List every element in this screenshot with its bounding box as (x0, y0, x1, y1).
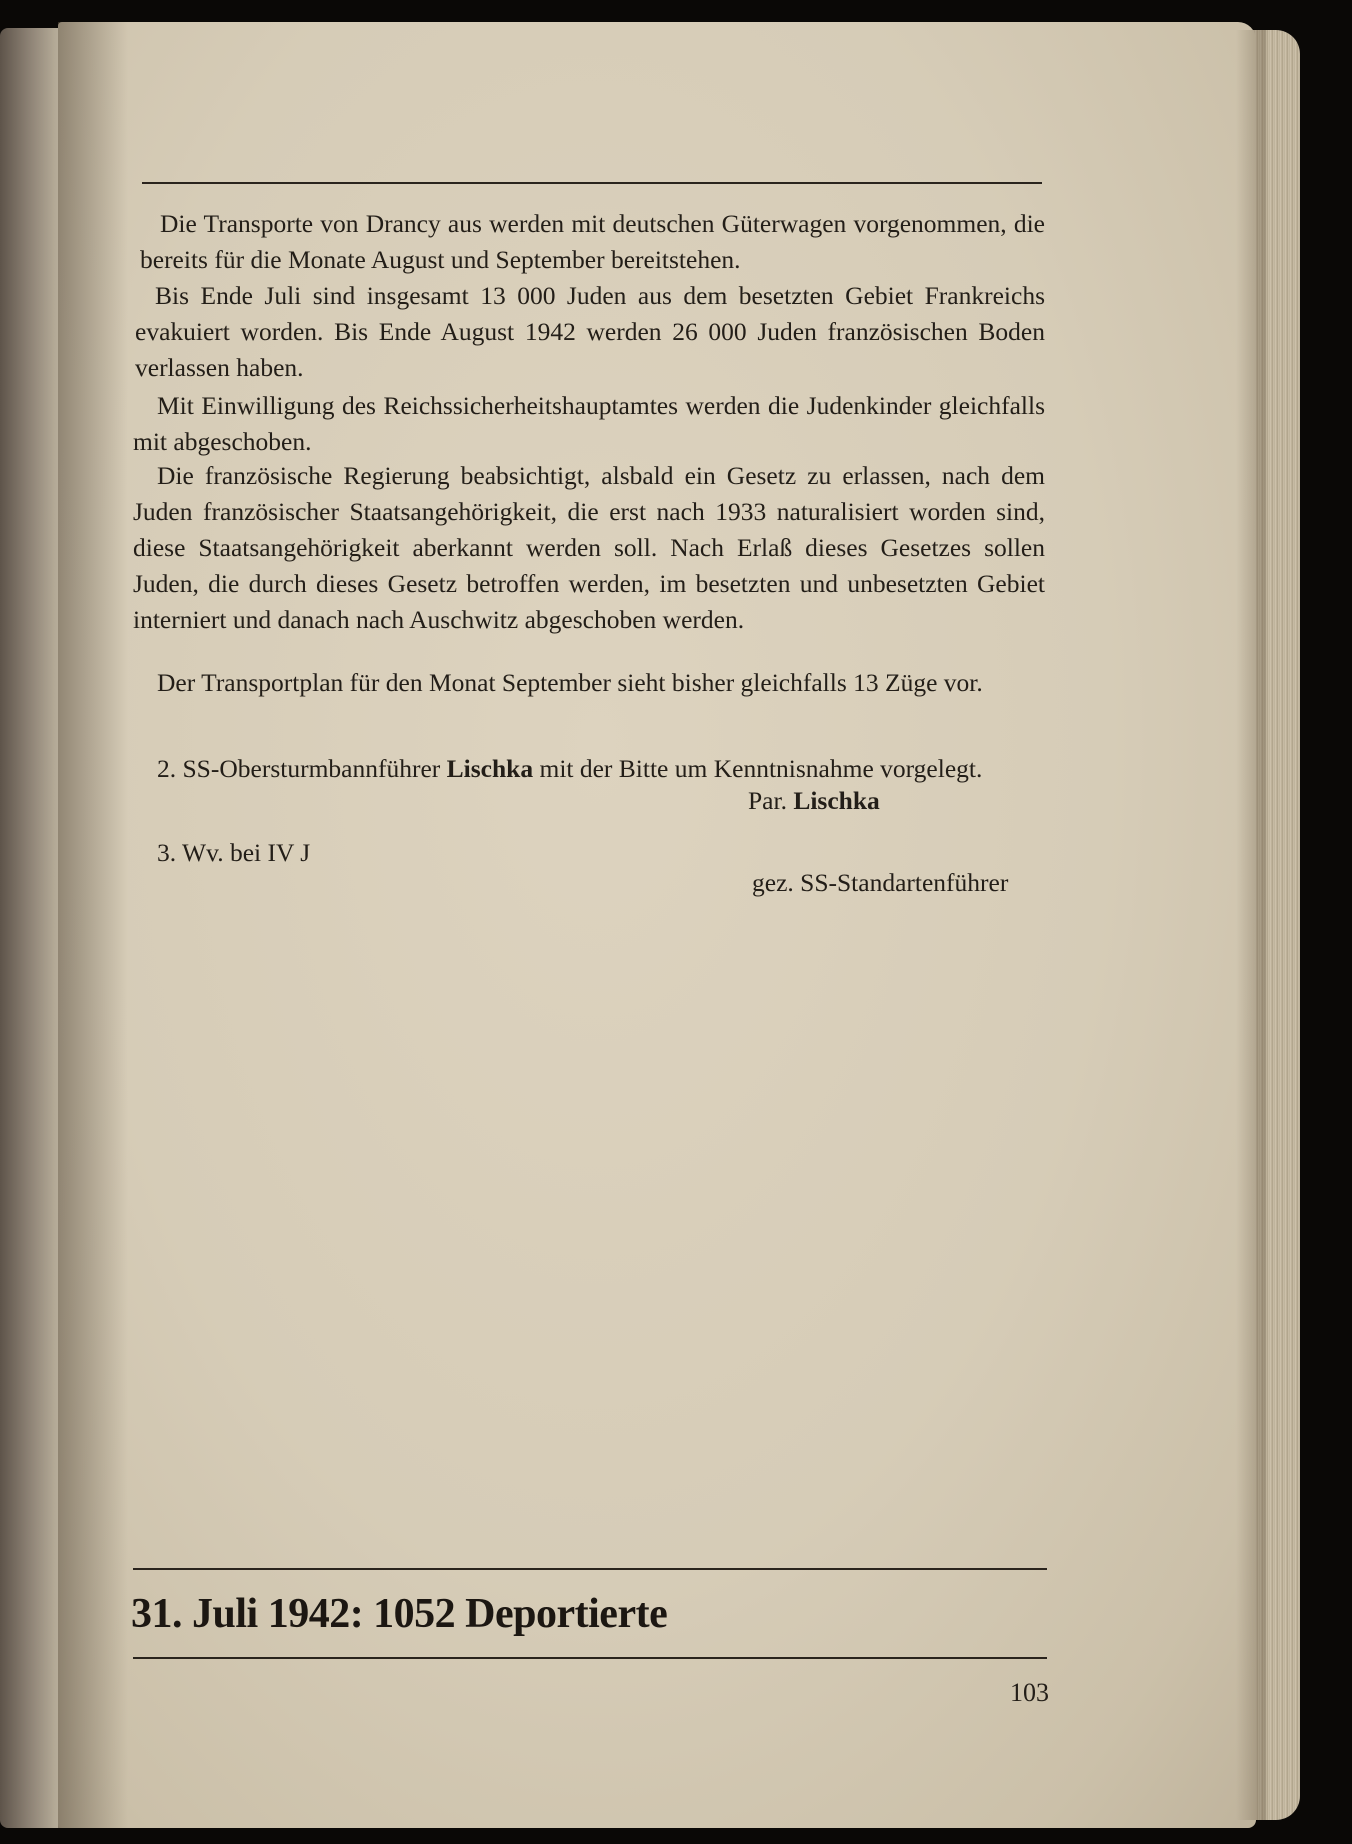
heading-rule-bottom (133, 1657, 1047, 1659)
heading-rule-top (133, 1568, 1047, 1570)
signature-lischka (748, 786, 880, 816)
signature-standartenfuehrer: gez. SS-Standartenführer (752, 868, 1009, 897)
item-3: 3. Wv. bei IV J (157, 838, 311, 867)
item-2-before: 2. SS-Obersturmbannführer (157, 754, 447, 783)
page-number: 103 (1010, 1678, 1049, 1707)
gutter-shadow (58, 22, 128, 1828)
item-2-name: Lischka (446, 754, 534, 783)
item-2-text (133, 751, 1045, 787)
paragraph-children: Mit Einwilligung des Reichssicherheitshauptamtes werden die Judenkinder gleichfalls mit abgeschoben. (133, 391, 1045, 456)
paragraph-transport-plan: Der Transportplan für den Monat September sieht bisher gleichfalls 13 Züge vor. (157, 668, 983, 697)
item-2-after: mit der Bitte um Kenntnisnahme vorgelegt. (533, 754, 983, 783)
paragraph-french-law: Die französische Regierung beabsichtigt, alsbald ein Gesetz zu erlassen, nach dem Juden französischer Staatsangehörigkeit, die erst nach 1933 naturalisiert worden sind, diese Staatsangehörigkeit aberkannt werden soll. Nach Erlaß dieses Gesetzes sollen Juden, die durch dieses Gesetz betroffen werden, im besetzten und unbesetzten Gebiet interniert und danach nach Auschwitz abgeschoben werden. (133, 461, 1045, 634)
signature-name: Lischka (793, 786, 880, 815)
section-heading: 31. Juli 1942: 1052 Deportierte (131, 1591, 668, 1637)
signature-prefix: Par. (748, 786, 794, 815)
top-rule (142, 182, 1042, 184)
paragraph-evacuation-count: Bis Ende Juli sind insgesamt 13 000 Juden aus dem besetzten Gebiet Frankreichs evakuiert worden. Bis Ende August 1942 werden 26 000 Juden französischen Boden verlassen haben. (135, 281, 1045, 382)
item-2 (133, 751, 1045, 787)
paragraph-transports: Die Transporte von Drancy aus werden mit deutschen Güterwagen vorgenommen, die bereits für die Monate August und September bereitstehen. (140, 209, 1045, 274)
page-edge-shadow (1236, 30, 1266, 1820)
